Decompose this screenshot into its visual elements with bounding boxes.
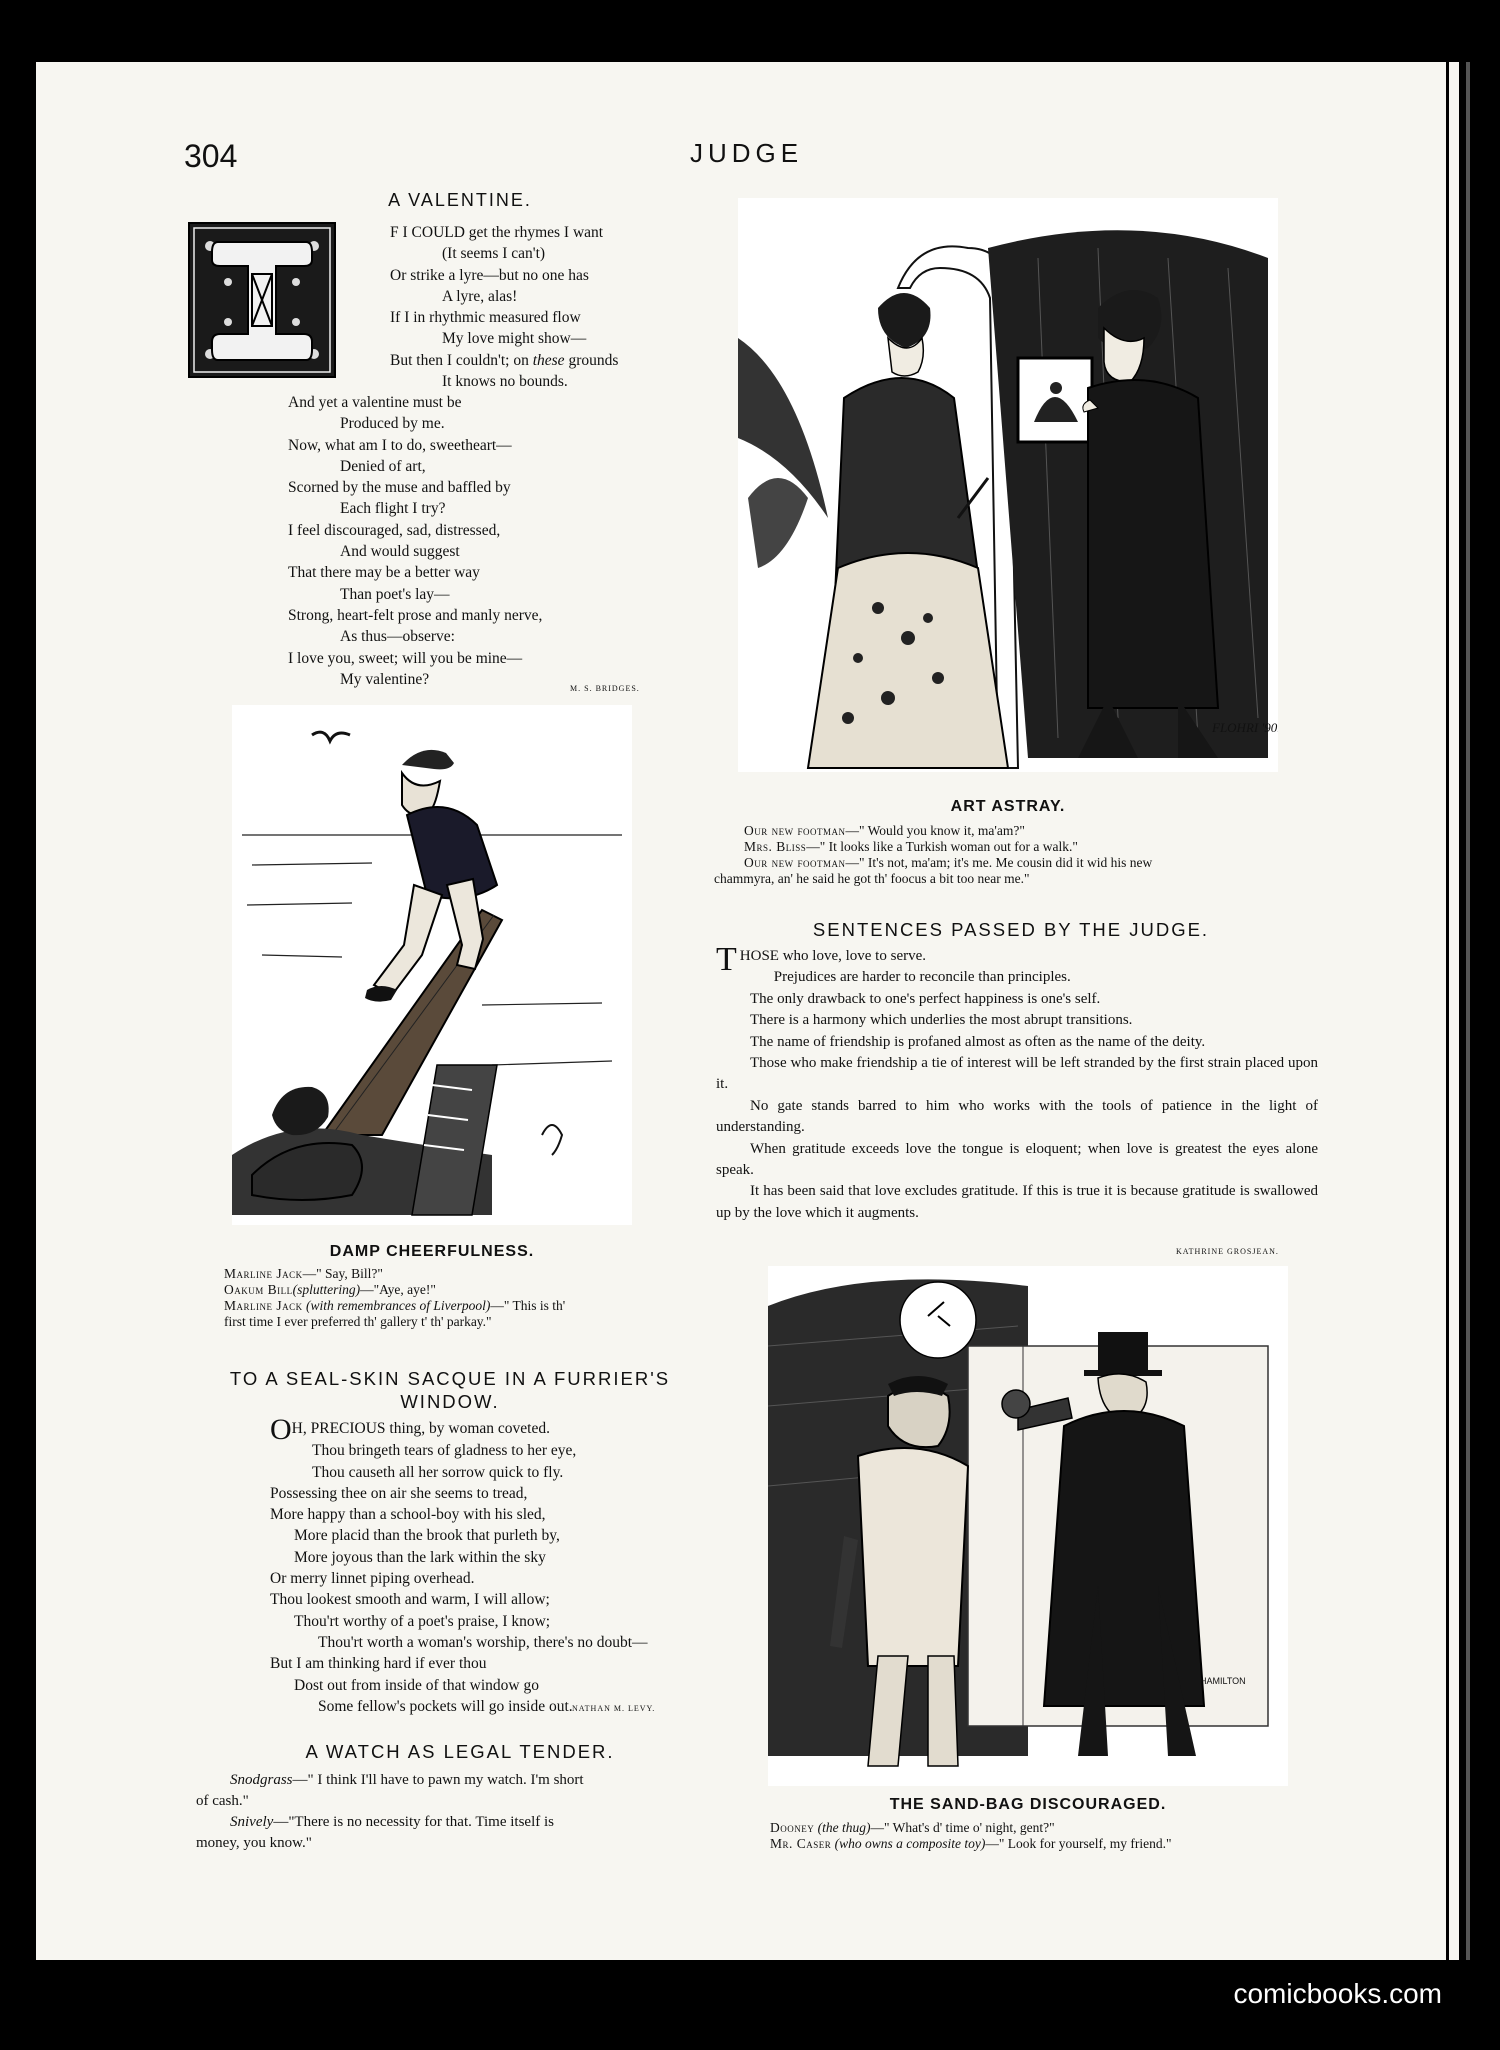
speaker-name: Oakum Bill — [224, 1282, 293, 1297]
poem-line: Or merry linnet piping overhead. — [270, 1570, 475, 1588]
sentence: Prejudices are harder to reconcile than principles. — [773, 969, 1071, 986]
page-number: 304 — [184, 138, 238, 174]
drop-cap: T — [716, 941, 737, 978]
dialogue-line: —" It's not, ma'am; it's me. Me cousin did it wid his new — [845, 855, 1153, 870]
art-astray-caption: ART ASTRAY. — [950, 798, 1066, 815]
poem-line: More joyous than the lark within the sky — [294, 1548, 546, 1566]
poem-line: Scorned by the muse and baffled by — [288, 479, 511, 497]
sacque-author: NATHAN M. LEVY. — [572, 1704, 656, 1713]
damp-cheerfulness-illustration — [232, 705, 632, 1225]
speaker-name: Marline Jack — [224, 1298, 303, 1313]
sentence: When gratitude exceeds love the tongue is eloquent; when love is greatest the eyes alone speak. — [716, 1140, 1318, 1179]
poem-line: (It seems I can't) — [442, 245, 546, 263]
poem-line: More happy than a school-boy with his sled, — [270, 1506, 546, 1524]
speaker-name: Snively — [230, 1814, 274, 1830]
poem-line: As thus—observe: — [340, 628, 455, 646]
poem-line: But I am thinking hard if ever thou — [270, 1655, 487, 1673]
watch-title: A WATCH AS LEGAL TENDER. — [305, 1741, 615, 1762]
page-edge — [1446, 62, 1459, 1960]
stage-direction: (who owns a composite toy) — [834, 1836, 986, 1851]
revolver-icon — [1002, 1390, 1030, 1418]
dialogue-line: money, you know." — [196, 1835, 312, 1851]
dialogue-line: of cash." — [196, 1793, 249, 1809]
illuminated-initial — [188, 222, 336, 378]
poem-line: It knows no bounds. — [442, 373, 568, 391]
page-edge-shadow — [1466, 62, 1470, 1960]
artist-signature: FLOHRI '90. — [1212, 720, 1278, 735]
poem-line: And yet a valentine must be — [288, 394, 462, 411]
footman-portrait-drawing — [738, 198, 1278, 772]
sentences-title: SENTENCES PASSED BY THE JUDGE. — [812, 919, 1210, 940]
art-astray-illustration — [738, 198, 1278, 772]
speaker-name: Dooney — [770, 1820, 815, 1835]
sentence: The name of friendship is profaned almost as often as the name of the deity. — [750, 1033, 1206, 1050]
valentine-poem-block-a — [390, 222, 618, 392]
thug-and-gentleman-drawing — [768, 1266, 1288, 1786]
sand-bag-illustration — [768, 1266, 1288, 1786]
sentence: Those who make friendship a tie of interest will be left stranded by the first strain placed upon it. — [716, 1055, 1318, 1093]
watch-dialogue — [196, 1770, 698, 1854]
speaker-name: Mr. Caser — [770, 1836, 832, 1851]
dialogue-line: —" Look for yourself, my friend." — [985, 1836, 1172, 1851]
poem-line: Thou bringeth tears of gladness to her eye, — [312, 1442, 577, 1460]
poem-line: And would suggest — [340, 543, 460, 561]
dialogue-line: —" Would you know it, ma'am?" — [845, 823, 1025, 838]
source-watermark: comicbooks.com — [1233, 1978, 1442, 2009]
dialogue-line: —" I think I'll have to pawn my watch. I'm short — [292, 1772, 584, 1788]
speaker-name: Mrs. Bliss — [744, 839, 807, 854]
poem-line: Thou causeth all her sorrow quick to fly. — [312, 1463, 564, 1481]
dialogue-line: —" What's d' time o' night, gent?" — [870, 1820, 1055, 1835]
sand-bag-dialogue — [770, 1820, 1172, 1852]
poem-line: A lyre, alas! — [442, 287, 518, 305]
sentence: It has been said that love excludes gratitude. If this is true it is because gratitude is swallowed up by the love which it augments. — [716, 1183, 1318, 1221]
stage-direction: (with remembrances of Liverpool) — [306, 1298, 491, 1313]
poem-line: Possessing thee on air she seems to tread, — [270, 1484, 528, 1502]
poem-line: Thou lookest smooth and warm, I will allow; — [270, 1591, 550, 1609]
speaker-name: Our new footman — [744, 855, 846, 870]
poem-line: Or strike a lyre—but no one has — [390, 266, 589, 284]
dialogue-line: first time I ever preferred th' gallery t' th' parkay." — [224, 1314, 492, 1329]
poem-line — [270, 1413, 648, 1446]
sentences-body — [716, 941, 1318, 1224]
valentine-title: A VALENTINE. — [388, 190, 532, 210]
masthead: JUDGE — [690, 138, 804, 168]
dialogue-line: chammyra, an' he said he got th' foocus a bit too near me." — [714, 871, 1030, 886]
initial-i-ornament — [188, 222, 336, 378]
speaker-name: Marline Jack — [224, 1266, 303, 1281]
stage-direction: (spluttering) — [292, 1282, 361, 1297]
poem-line: Now, what am I to do, sweetheart— — [288, 436, 512, 454]
dialogue-line: —" It looks like a Turkish woman out for a walk." — [806, 839, 1078, 854]
poem-text: H, PRECIOUS thing, by woman coveted. — [291, 1420, 550, 1437]
damp-cheerfulness-dialogue — [224, 1266, 565, 1330]
poem-line: But then I couldn't; on these grounds — [390, 351, 619, 369]
sacque-title — [180, 1367, 720, 1413]
emphasis: these — [532, 351, 565, 369]
speaker-name: Snodgrass — [230, 1772, 293, 1788]
sentences-author: KATHRINE GROSJEAN. — [1176, 1247, 1279, 1256]
drop-cap: O — [270, 1413, 292, 1446]
poem-line: F I COULD get the rhymes I want — [390, 224, 604, 241]
sacque-title-line: WINDOW. — [400, 1391, 500, 1412]
poem-line: Denied of art, — [340, 457, 426, 475]
poem-line: My valentine? — [340, 670, 430, 688]
sentence: There is a harmony which underlies the most abrupt transitions. — [750, 1012, 1133, 1029]
poem-line: More placid than the brook that purleth by, — [294, 1527, 560, 1545]
art-astray-dialogue — [714, 823, 1153, 887]
sentence: The only drawback to one's perfect happiness is one's self. — [750, 990, 1101, 1007]
dialogue-line: —" This is th' — [490, 1298, 566, 1313]
poem-line: I feel discouraged, sad, distressed, — [288, 521, 501, 539]
sand-bag-caption: THE SAND-BAG DISCOURAGED. — [889, 1796, 1167, 1813]
sentence: No gate stands barred to him who works with the tools of patience in the light of understanding. — [716, 1097, 1318, 1136]
poem-line: Strong, heart-felt prose and manly nerve, — [288, 606, 543, 624]
dialogue-line: —"There is no necessity for that. Time itself is — [273, 1814, 554, 1830]
valentine-author: M. S. BRIDGES. — [570, 684, 640, 693]
sacque-title-line: TO A SEAL-SKIN SACQUE IN A FURRIER'S — [229, 1368, 671, 1389]
poem-line: I love you, sweet; will you be mine— — [288, 649, 523, 667]
speaker-name: Our new footman — [744, 823, 846, 838]
poem-line: If I in rhythmic measured flow — [390, 309, 581, 327]
poem-line: That there may be a better way — [288, 564, 480, 582]
stage-direction: (the thug) — [817, 1820, 871, 1835]
poem-line: Each flight I try? — [340, 500, 446, 518]
seagull-icon — [312, 732, 350, 741]
poem-line: Thou'rt worthy of a poet's praise, I know; — [294, 1612, 551, 1630]
sailor-on-mast-drawing — [232, 705, 632, 1225]
moon-clock-icon — [900, 1282, 976, 1358]
poem-line: Produced by me. — [340, 415, 445, 433]
damp-cheerfulness-caption: DAMP CHEERFULNESS. — [329, 1243, 535, 1260]
valentine-poem-block-b — [288, 392, 542, 690]
poem-line: Dost out from inside of that window go — [294, 1676, 539, 1694]
poem-line: Than poet's lay— — [340, 585, 450, 603]
poem-line: My love might show— — [442, 330, 587, 348]
poem-line: Thou'rt worth a woman's worship, there's no doubt— — [318, 1633, 648, 1651]
sentence: HOSE who love, love to serve. — [739, 948, 926, 964]
sacque-poem — [270, 1413, 648, 1717]
poem-line: Some fellow's pockets will go inside out. — [318, 1697, 573, 1715]
dialogue-line: —"Aye, aye!" — [360, 1282, 436, 1297]
artist-signature: HAMILTON — [1200, 1676, 1246, 1686]
dialogue-line: —" Say, Bill?" — [302, 1266, 383, 1281]
